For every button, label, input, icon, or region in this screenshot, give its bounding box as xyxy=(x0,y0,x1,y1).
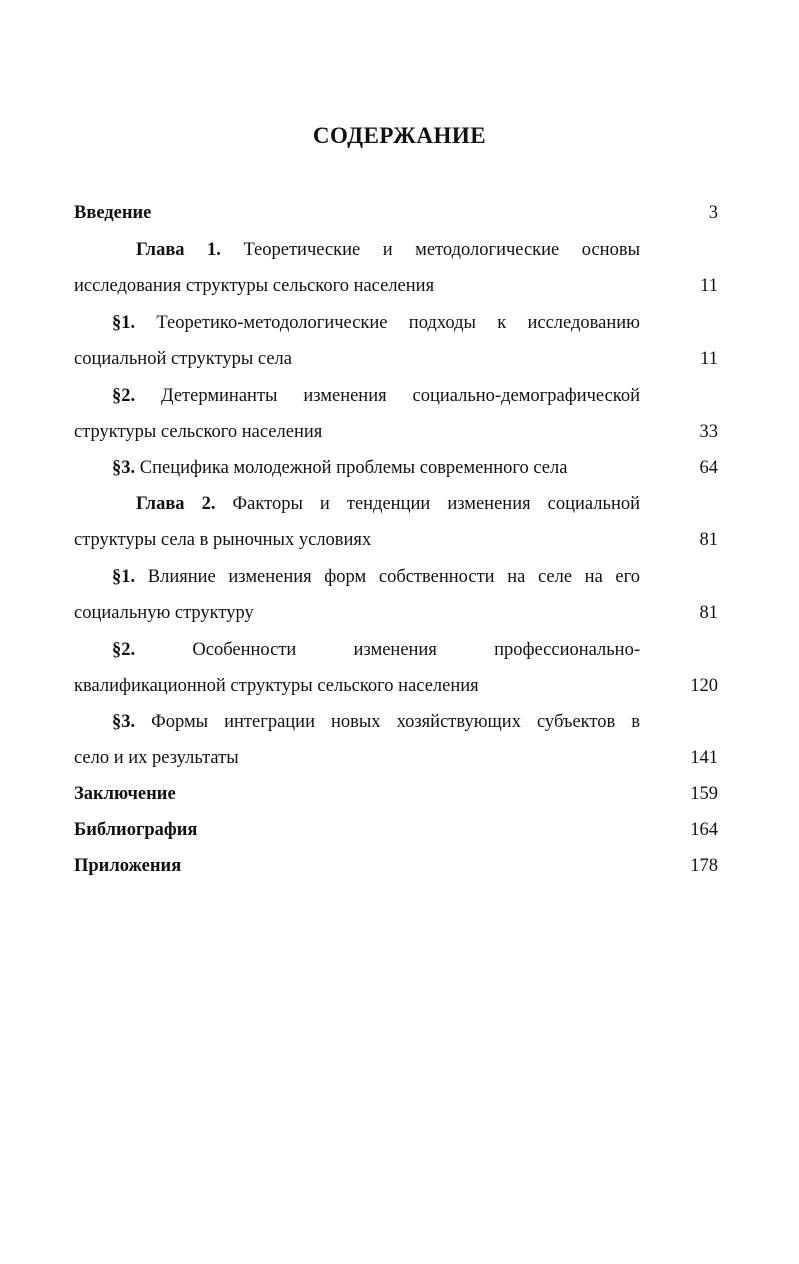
toc-ch2-s2-line1: Особенности изменения профессионально- xyxy=(192,640,640,660)
toc-page-intro: 3 xyxy=(708,203,718,223)
toc-ch1-s3-line1: Специфика молодежной проблемы современного села xyxy=(139,458,568,478)
toc-ch2-s1-line1: Влияние изменения форм собственности на селе на его xyxy=(147,567,641,587)
toc-entry-ch2-section-2 xyxy=(74,638,640,662)
toc-ch1-s1-line2: социальной структуры села xyxy=(74,349,292,369)
toc-entry-ch1-section-2 xyxy=(74,384,640,408)
toc-entry-conclusion: Заключение xyxy=(74,784,176,804)
toc-entry-appendices: Приложения xyxy=(74,856,182,876)
toc-page-ch2-s1: 81 xyxy=(699,603,718,623)
toc-ch2-s3-line1: Формы интеграции новых хозяйствующих субъектов в xyxy=(151,712,640,732)
toc-entry-chapter-2 xyxy=(74,492,640,516)
toc-page-ch2-s3: 141 xyxy=(690,748,718,768)
toc-entry-bibliography: Библиография xyxy=(74,820,198,840)
toc-page-chapter-1: 11 xyxy=(700,276,718,296)
toc-entry-ch1-section-1 xyxy=(74,311,640,335)
toc-ch2-s2-prefix: §2. xyxy=(112,640,136,660)
toc-ch1-s1-line1: Теоретико-методологические подходы к исследованию xyxy=(156,313,640,333)
page-title: СОДЕРЖАНИЕ xyxy=(312,123,487,148)
toc-chapter-2-title-line1: Факторы и тенденции изменения социальной xyxy=(232,494,641,514)
toc-chapter-1-title-line1: Теоретические и методологические основы xyxy=(243,240,640,260)
toc-chapter-2-title-line2: структуры села в рыночных условиях xyxy=(74,530,372,550)
toc-ch2-s3-line2: село и их результаты xyxy=(74,748,239,768)
toc-chapter-1-title-line2: исследования структуры сельского населения xyxy=(74,276,435,296)
toc-page-ch2-s2: 120 xyxy=(690,676,718,696)
toc-entry-ch2-section-1 xyxy=(74,565,640,589)
toc-entry-ch1-section-3 xyxy=(74,456,640,480)
toc-entry-chapter-1 xyxy=(74,238,640,262)
toc-ch1-s2-line2: структуры сельского населения xyxy=(74,422,323,442)
toc-ch2-s1-prefix: §1. xyxy=(112,567,136,587)
toc-page-appendices: 178 xyxy=(690,856,718,876)
toc-entry-intro: Введение xyxy=(74,203,152,223)
toc-page-chapter-2: 81 xyxy=(699,530,718,550)
toc-ch1-s1-prefix: §1. xyxy=(112,313,136,333)
toc-chapter-1-prefix: Глава 1. xyxy=(136,240,221,260)
toc-ch1-s3-prefix: §3. xyxy=(112,458,136,478)
toc-page-ch1-s3: 64 xyxy=(699,458,718,478)
toc-chapter-2-prefix: Глава 2. xyxy=(136,494,216,514)
toc-ch2-s2-line2: квалификационной структуры сельского населения xyxy=(74,676,479,696)
toc-entry-ch2-section-3 xyxy=(74,710,640,734)
toc-ch2-s1-line2: социальную структуру xyxy=(74,603,254,623)
toc-page-ch1-s2: 33 xyxy=(699,422,718,442)
toc-page-ch1-s1: 11 xyxy=(700,349,718,369)
toc-page-bibliography: 164 xyxy=(690,820,718,840)
toc-ch1-s2-prefix: §2. xyxy=(112,386,136,406)
toc-page-conclusion: 159 xyxy=(690,784,718,804)
toc-ch1-s2-line1: Детерминанты изменения социально-демографической xyxy=(161,386,641,406)
toc-ch2-s3-prefix: §3. xyxy=(112,712,136,732)
